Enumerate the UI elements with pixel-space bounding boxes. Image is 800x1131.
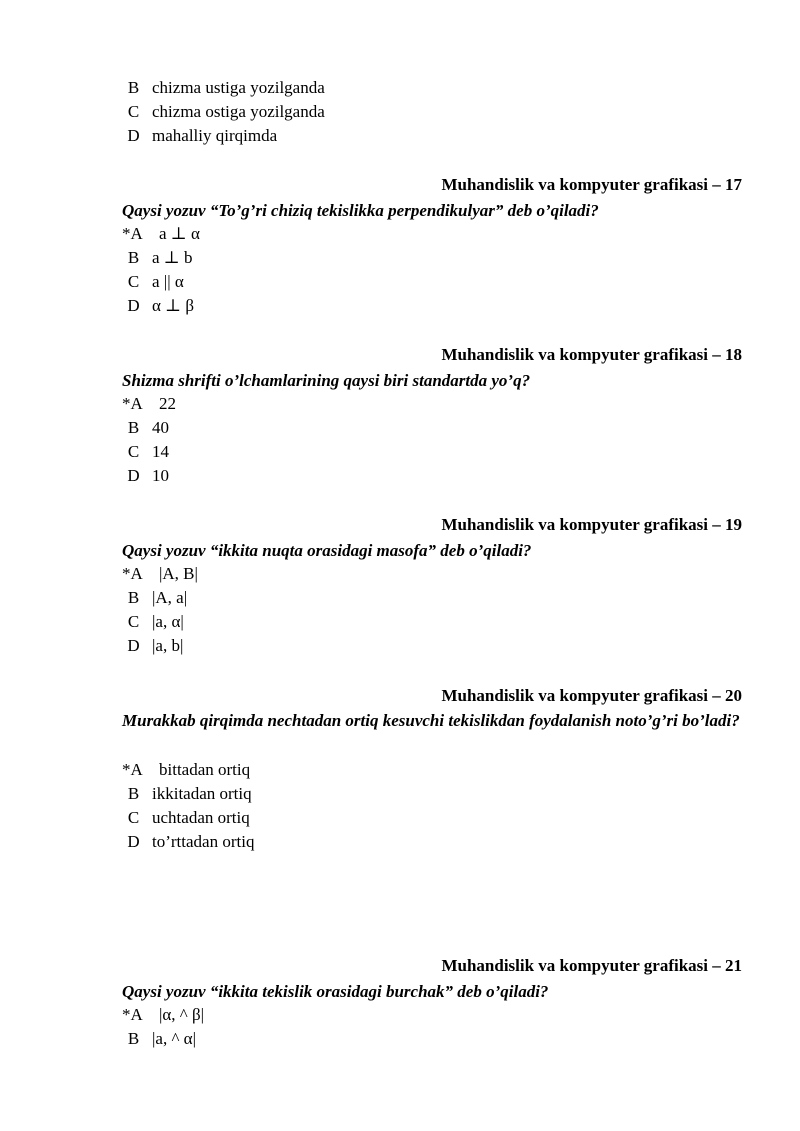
- option-row: [122, 416, 169, 440]
- option-text: |a, b|: [152, 636, 184, 655]
- question-heading: Muhandislik va kompyuter grafikasi – 20: [441, 686, 742, 705]
- option-row: [122, 246, 193, 270]
- option-row: [122, 634, 183, 658]
- option-text: to’rttadan ortiq: [152, 832, 255, 851]
- option-letter: D: [127, 832, 140, 851]
- option-letter-correct: *A: [122, 224, 143, 243]
- option-row: [122, 294, 194, 318]
- option-text: ikkitadan ortiq: [152, 784, 252, 803]
- option-letter: D: [127, 126, 140, 145]
- question-text: Qaysi yozuv “ikkita tekislik orasidagi burchak” deb o’qiladi?: [122, 982, 549, 1001]
- option-text: chizma ustiga yozilganda: [152, 78, 325, 97]
- option-text: 10: [152, 466, 169, 485]
- option-letter: C: [127, 272, 140, 291]
- option-text: |a, α|: [152, 612, 184, 631]
- option-row: [122, 124, 277, 148]
- option-letter-correct: *A: [122, 394, 143, 413]
- option-text: α ⊥ β: [152, 296, 195, 315]
- option-text: |A, a|: [152, 588, 188, 607]
- option-text: |A, B|: [159, 564, 198, 583]
- option-letter: B: [127, 1029, 140, 1048]
- option-text: 22: [159, 394, 176, 413]
- option-text: chizma ostiga yozilganda: [152, 102, 325, 121]
- option-row: [122, 562, 198, 586]
- option-letter: B: [127, 248, 140, 267]
- option-text: |α, ^ β|: [159, 1005, 205, 1024]
- option-letter: C: [127, 612, 140, 631]
- option-letter: B: [127, 418, 140, 437]
- question-heading: Muhandislik va kompyuter grafikasi – 18: [441, 345, 742, 364]
- question-text: Qaysi yozuv “To’g’ri chiziq tekislikka perpendikulyar” deb o’qiladi?: [122, 201, 599, 220]
- option-text: 14: [152, 442, 169, 461]
- option-letter: C: [127, 102, 140, 121]
- option-letter: D: [127, 466, 140, 485]
- question-heading: Muhandislik va kompyuter grafikasi – 19: [441, 515, 742, 534]
- question-heading: Muhandislik va kompyuter grafikasi – 21: [441, 956, 742, 975]
- option-row: [122, 392, 176, 416]
- option-row: [122, 100, 325, 124]
- option-row: [122, 610, 184, 634]
- option-letter-correct: *A: [122, 760, 143, 779]
- option-row: [122, 758, 250, 782]
- option-text: 40: [152, 418, 169, 437]
- option-row: [122, 1003, 204, 1027]
- option-letter: D: [127, 636, 140, 655]
- option-text: mahalliy qirqimda: [152, 126, 278, 145]
- option-text: |a, ^ α|: [152, 1029, 196, 1048]
- option-text: a ⊥ α: [159, 224, 200, 243]
- option-letter-correct: *A: [122, 1005, 143, 1024]
- option-row: [122, 1027, 196, 1051]
- option-row: [122, 270, 184, 294]
- option-letter: C: [127, 442, 140, 461]
- option-letter: C: [127, 808, 140, 827]
- option-row: [122, 586, 187, 610]
- question-text: Qaysi yozuv “ikkita nuqta orasidagi masofa” deb o’qiladi?: [122, 541, 532, 560]
- option-text: uchtadan ortiq: [152, 808, 250, 827]
- option-row: [122, 782, 252, 806]
- option-letter: B: [127, 78, 140, 97]
- option-row: [122, 464, 169, 488]
- option-row: [122, 222, 200, 246]
- option-row: [122, 830, 254, 854]
- option-text: a || α: [152, 272, 184, 291]
- option-text: a ⊥ b: [152, 248, 193, 267]
- option-letter: B: [127, 784, 140, 803]
- option-letter: D: [127, 296, 140, 315]
- question-heading: Muhandislik va kompyuter grafikasi – 17: [441, 175, 742, 194]
- option-row: [122, 806, 250, 830]
- option-letter-correct: *A: [122, 564, 143, 583]
- option-row: [122, 76, 325, 100]
- question-text: Shizma shrifti o’lchamlarining qaysi biri standartda yo’q?: [122, 371, 531, 390]
- question-text: Murakkab qirqimda nechtadan ortiq kesuvchi tekislikdan foydalanish noto’g’ri bo’ladi?: [122, 711, 740, 730]
- option-letter: B: [127, 588, 140, 607]
- option-text: bittadan ortiq: [159, 760, 251, 779]
- option-row: [122, 440, 169, 464]
